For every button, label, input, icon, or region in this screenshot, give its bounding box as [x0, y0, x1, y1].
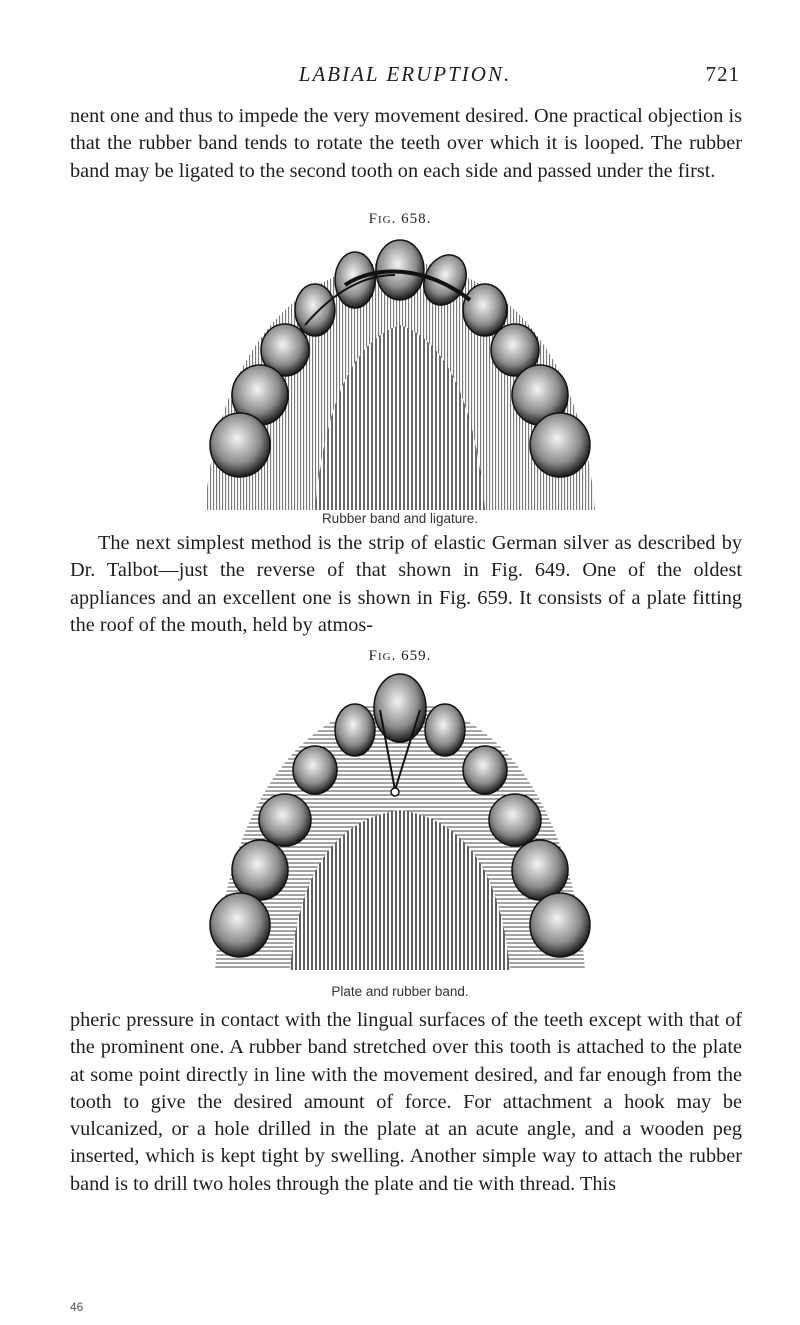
paragraph-3: pheric pressure in contact with the lingual surfaces of the teeth except with that of the prominent one. A rubber band stretched over this tooth is attached to the plate at some point directly in line with the movement desired, and far enough from the tooth to give the desired amount of force. For attachment a hook may be vulcanized, or a hole drilled in the plate at an acute angle, and a wooden peg inserted, which is kept tight by swelling. Another simple way to attach the rubber band is to drill two holes through the plate and tie with thread. This — [70, 1009, 742, 1195]
running-head — [70, 62, 740, 92]
signature-mark: 46 — [70, 1300, 84, 1314]
paragraph-2: The next simplest method is the strip of elastic German silver as described by Dr. Talbot—just the reverse of that shown in Fig. 649. One of the oldest appliances and an excellent one is shown in Fig. 659. It consists of a plate fitting the roof of the mouth, held by atmos- — [70, 532, 742, 636]
paragraph-1: nent one and thus to impede the very movement desired. One practical objection is that the rubber band tends to rotate the teeth over which it is looped. The rubber band may be ligated to the second tooth on each side and passed under the first. — [70, 105, 742, 182]
figure-658-caption: Rubber band and ligature. — [321, 511, 479, 526]
figure-659-illustration — [195, 670, 605, 975]
figure-659-caption: Plate and rubber band. — [331, 984, 469, 999]
running-title: LABIAL ERUPTION. — [298, 62, 512, 86]
figure-659-label: Fig. 659. — [368, 648, 432, 664]
figure-658-label: Fig. 658. — [368, 211, 432, 227]
figure-658-illustration — [195, 230, 605, 513]
page-number: 721 — [705, 62, 740, 86]
